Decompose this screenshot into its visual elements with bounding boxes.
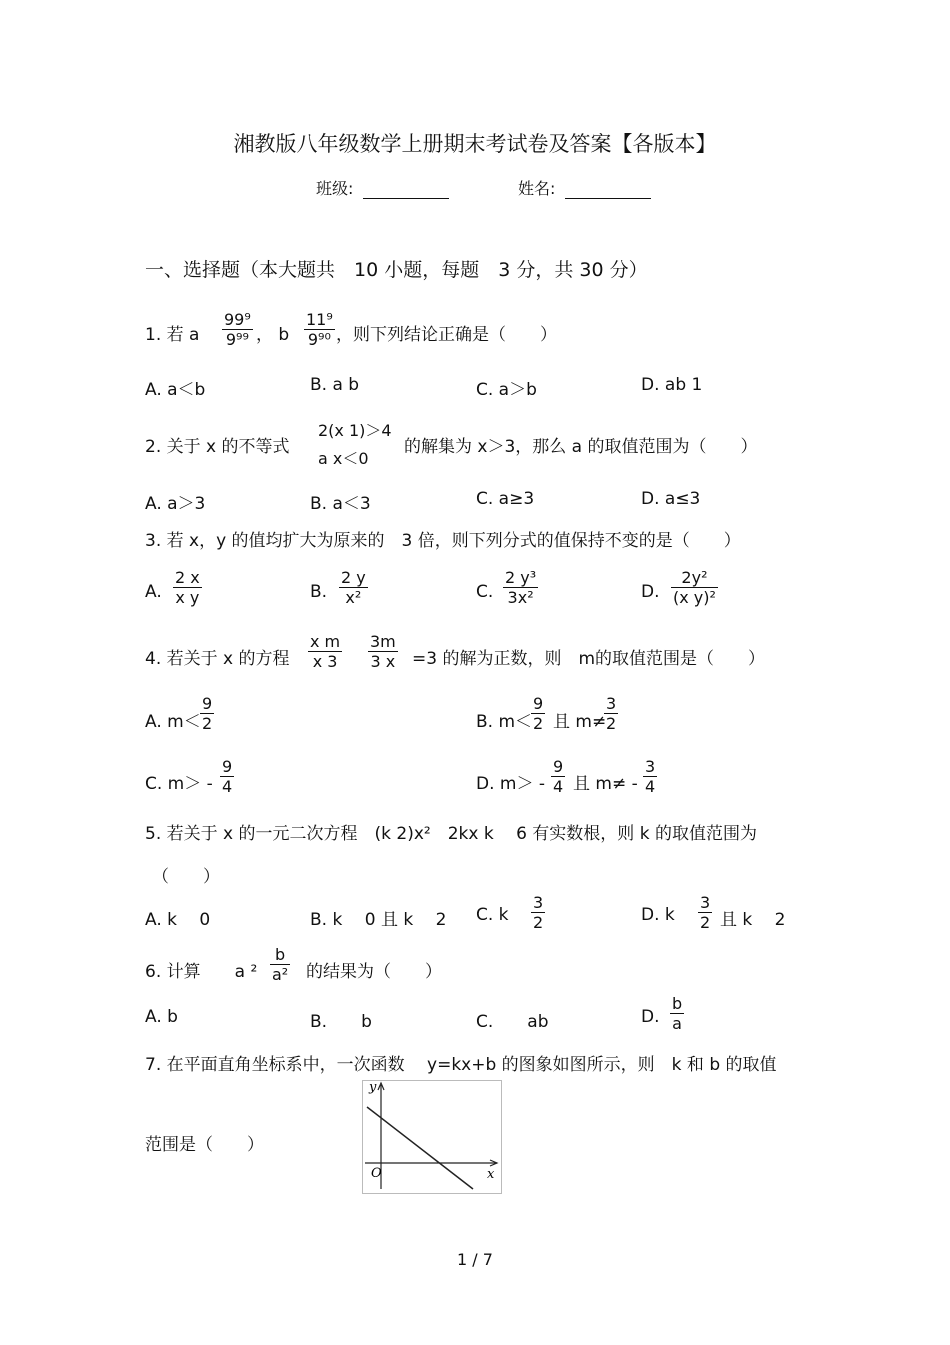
q4-f2-den: 3 x	[368, 651, 398, 671]
q4-c-fraction	[220, 757, 234, 796]
q3-b-num: 2 y	[341, 568, 366, 587]
q4-post: =3 的解为正数，则 m的取值范围是（ ）	[412, 649, 766, 669]
q1-post: ，则下列结论正确是（ ）	[336, 325, 557, 345]
q6-d-num: b	[672, 994, 683, 1013]
q4-a-fraction	[200, 694, 214, 733]
q4-d-mid: 且 m≠ -	[573, 774, 638, 794]
q6-f-den: a²	[272, 965, 289, 984]
q6-option-d[interactable]: D.	[641, 1007, 660, 1027]
page-number: 1 / 7	[457, 1250, 493, 1269]
q5-line2: （ ）	[152, 867, 220, 887]
q1-fraction-a	[222, 310, 253, 349]
q1-option-b[interactable]: B. a b	[310, 375, 360, 395]
q4-b-den2: 2	[606, 714, 617, 733]
q4-option-c[interactable]: C. m＞ -	[145, 774, 213, 794]
q2-post: 的解集为 x＞3，那么 a 的取值范围为（ ）	[404, 437, 758, 457]
q1-f1-num: 99⁹	[224, 310, 251, 329]
x-axis-label: x	[487, 1167, 495, 1182]
q4-c-den: 4	[222, 777, 233, 796]
q6-fraction	[270, 945, 290, 984]
origin-label: O	[371, 1166, 382, 1181]
q5-d-fraction	[698, 893, 712, 932]
q4-b-den: 2	[533, 714, 544, 733]
q3-d-num: 2y²	[681, 568, 708, 587]
q6-f-num: b	[275, 945, 286, 964]
q3-text: 3. 若 x，y 的值均扩大为原来的 3 倍，则下列分式的值保持不变的是（ ）	[145, 531, 741, 551]
q5-c-fraction	[531, 893, 545, 932]
q4-pre: 4. 若关于 x 的方程	[145, 649, 290, 669]
q3-d-fraction	[671, 568, 718, 607]
q3-option-b[interactable]: B.	[310, 582, 328, 602]
q5-d-post: 且 k 2	[720, 910, 786, 930]
name-label: 姓名:	[518, 179, 556, 198]
q5-c-den: 2	[533, 913, 544, 932]
q4-b-fraction	[531, 694, 545, 733]
q3-c-den: 3x²	[503, 587, 538, 607]
function-line	[367, 1107, 473, 1189]
q4-d-den2: 4	[645, 777, 656, 796]
function-graph	[362, 1080, 502, 1194]
q4-d-fraction	[551, 757, 565, 796]
q2-option-b[interactable]: B. a＜3	[310, 494, 371, 514]
q4-b-fraction-2	[604, 694, 618, 733]
q1-option-d[interactable]: D. ab 1	[641, 375, 703, 395]
q1-f2-den: 9⁹⁰	[304, 329, 335, 349]
q4-a-den: 2	[202, 714, 213, 733]
q1-option-a[interactable]: A. a＜b	[145, 380, 206, 400]
q3-option-d[interactable]: D.	[641, 582, 660, 602]
q1-f1-den: 9⁹⁹	[222, 329, 253, 349]
q4-c-num: 9	[222, 757, 233, 776]
q3-option-c[interactable]: C.	[476, 582, 494, 602]
q6-post: 的结果为（ ）	[306, 962, 442, 982]
q4-f2-num: 3m	[370, 632, 396, 651]
page-title: 湘教版八年级数学上册期末考试卷及答案【各版本】	[233, 132, 717, 156]
q6-d-fraction	[670, 994, 684, 1033]
q6-option-a[interactable]: A. b	[145, 1007, 178, 1027]
q4-option-b[interactable]: B. m＜	[476, 712, 533, 732]
q7-line2: 范围是（ ）	[145, 1135, 264, 1155]
q5-line1: 5. 若关于 x 的一元二次方程 (k 2)x² 2kx k 6 有实数根，则 k 的取值范围为	[145, 824, 757, 844]
q6-option-c[interactable]: C. ab	[476, 1012, 549, 1032]
q2-ineq-2: a x＜0	[318, 449, 369, 468]
q2-pre: 2. 关于 x 的不等式	[145, 437, 290, 457]
q5-option-b[interactable]: B. k 0 且 k 2	[310, 910, 447, 930]
y-axis-label: y	[369, 1081, 377, 1095]
q3-a-num: 2 x	[175, 568, 200, 587]
q3-b-fraction	[339, 568, 368, 607]
class-blank	[363, 182, 449, 199]
class-label: 班级:	[316, 179, 354, 198]
q1-mid: ， b	[256, 325, 290, 345]
q2-option-a[interactable]: A. a＞3	[145, 494, 206, 514]
q3-option-a[interactable]: A.	[145, 582, 162, 602]
q6-d-den: a	[670, 1013, 684, 1033]
name-field	[518, 176, 651, 199]
q4-fraction-2	[368, 632, 398, 671]
q4-d-num2: 3	[645, 757, 656, 776]
q4-b-mid: 且 m≠	[553, 712, 607, 732]
q7-line1: 7. 在平面直角坐标系中，一次函数 y=kx+b 的图象如图所示，则 k 和 b 的取值	[145, 1055, 777, 1075]
q3-b-den: x²	[339, 587, 368, 607]
q4-fraction-1	[308, 632, 342, 671]
q1-option-c[interactable]: C. a＞b	[476, 380, 537, 400]
class-field	[316, 176, 449, 199]
q4-option-d[interactable]: D. m＞ -	[476, 774, 545, 794]
q3-a-fraction	[173, 568, 202, 607]
q3-d-den: (x y)²	[673, 588, 716, 607]
q5-option-d[interactable]: D. k	[641, 905, 675, 925]
graph-svg	[363, 1081, 501, 1193]
q5-option-a[interactable]: A. k 0	[145, 910, 211, 930]
q4-b-num: 9	[533, 694, 544, 713]
q1-pre: 1. 若 a	[145, 325, 200, 345]
q4-f1-num: x m	[310, 632, 341, 651]
section-heading: 一、选择题（本大题共 10 小题，每题 3 分，共 30 分）	[145, 259, 648, 281]
name-blank	[565, 182, 651, 199]
q4-d-num: 9	[553, 757, 564, 776]
q2-ineq-1: 2(x 1)＞4	[318, 421, 392, 440]
q5-d-num: 3	[700, 893, 711, 912]
q4-d-fraction-2	[643, 757, 657, 796]
q3-c-num: 2 y³	[505, 568, 537, 587]
q3-c-fraction	[503, 568, 538, 607]
q4-d-den: 4	[553, 777, 564, 796]
q3-a-den: x y	[173, 587, 202, 607]
q1-fraction-b	[304, 310, 335, 349]
q4-b-num2: 3	[606, 694, 617, 713]
q5-d-den: 2	[700, 913, 711, 932]
q4-option-a[interactable]: A. m＜	[145, 712, 201, 732]
q5-c-num: 3	[533, 893, 544, 912]
q4-f1-den: x 3	[308, 651, 342, 671]
q5-option-c[interactable]: C. k	[476, 905, 509, 925]
q2-option-d[interactable]: D. a≤3	[641, 489, 701, 509]
q2-option-c[interactable]: C. a≥3	[476, 489, 535, 509]
q6-pre: 6. 计算 a ²	[145, 962, 258, 982]
q4-a-num: 9	[202, 694, 213, 713]
q6-option-b[interactable]: B. b	[310, 1012, 372, 1032]
q1-f2-num: 11⁹	[306, 310, 333, 329]
